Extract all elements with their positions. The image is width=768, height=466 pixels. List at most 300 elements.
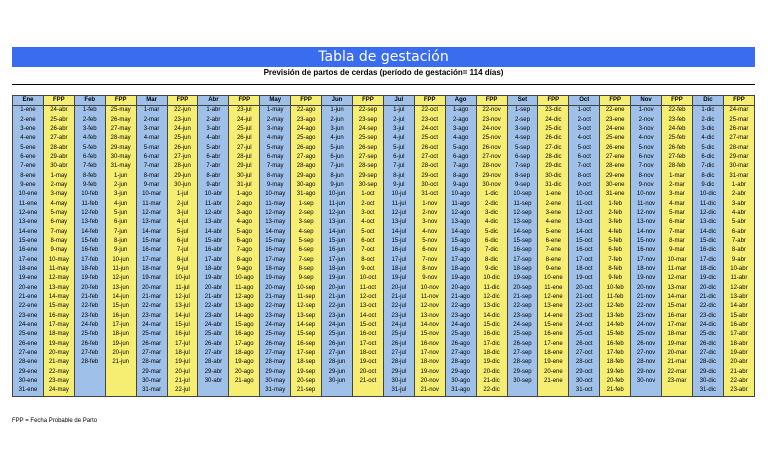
service-date-cell: 22-oct — [569, 302, 600, 311]
service-date-cell: 2-sep — [507, 116, 538, 125]
fpp-date-cell: 9-sep — [291, 274, 322, 283]
fpp-date-cell: 11-mar — [662, 265, 693, 274]
fpp-date-cell: 20-may — [43, 349, 74, 358]
service-date-cell: 19-jun — [322, 274, 353, 283]
fpp-date-cell: 25-oct — [414, 134, 445, 143]
fpp-date-cell: 22-abr — [723, 377, 754, 386]
fpp-date-cell: 7-oct — [352, 246, 383, 255]
fpp-date-cell: 31-dic — [538, 181, 569, 190]
fpp-date-cell: 19-feb — [600, 368, 631, 377]
fpp-date-cell: 4-mar — [662, 200, 693, 209]
table-row — [13, 246, 755, 255]
service-date-cell: 17-nov — [631, 256, 662, 265]
fpp-date-cell: 16-mar — [662, 312, 693, 321]
fpp-date-cell: 24-ago — [291, 125, 322, 134]
service-date-cell: 13-sep — [507, 218, 538, 227]
fpp-date-cell — [352, 386, 383, 396]
fpp-date-cell: 30-ago — [291, 181, 322, 190]
service-date-cell: 27-may — [260, 349, 291, 358]
fpp-date-cell: 5-oct — [352, 228, 383, 237]
fpp-date-cell — [105, 377, 136, 386]
title-divider — [12, 84, 755, 85]
service-date-cell: 20-ago — [445, 284, 476, 293]
fpp-date-cell: 22-nov — [476, 106, 507, 116]
service-date-cell: 14-may — [260, 228, 291, 237]
service-date-cell: 14-dic — [692, 228, 723, 237]
service-date-cell: 5-jun — [322, 144, 353, 153]
fpp-date-cell: 13-mar — [662, 284, 693, 293]
fpp-date-cell: 6-jun — [105, 218, 136, 227]
fpp-date-cell: 7-jun — [105, 228, 136, 237]
service-date-cell: 9-sep — [507, 181, 538, 190]
service-date-cell: 25-oct — [569, 330, 600, 339]
fpp-date-cell: 9-may — [43, 246, 74, 255]
fpp-date-cell: 13-nov — [414, 312, 445, 321]
service-date-cell: 23-feb — [74, 312, 105, 321]
fpp-date-cell: 23-nov — [476, 116, 507, 125]
fpp-date-cell: 21-oct — [352, 377, 383, 386]
fpp-date-cell: 16-feb — [600, 340, 631, 349]
fpp-date-cell: 12-abr — [723, 284, 754, 293]
fpp-date-cell: 8-jul — [167, 256, 198, 265]
service-date-cell: 25-sep — [507, 330, 538, 339]
fpp-date-cell: 23-ago — [291, 116, 322, 125]
fpp-date-cell: 19-oct — [352, 358, 383, 367]
service-date-cell: 1-may — [260, 106, 291, 116]
service-date-cell: 9-ago — [445, 181, 476, 190]
fpp-date-cell: 15-ene — [538, 321, 569, 330]
service-date-cell: 19-nov — [631, 274, 662, 283]
service-date-cell: 21-feb — [74, 293, 105, 302]
table-row — [13, 274, 755, 283]
service-date-cell: 13-jul — [383, 218, 414, 227]
fpp-date-cell: 1-ene — [538, 190, 569, 199]
service-date-cell: 6-jun — [322, 153, 353, 162]
service-date-cell: 14-ago — [445, 228, 476, 237]
fpp-date-cell: 26-abr — [43, 125, 74, 134]
service-date-cell: 16-abr — [198, 246, 229, 255]
fpp-date-cell: 25-feb — [662, 134, 693, 143]
table-row — [13, 368, 755, 377]
service-date-cell: 13-feb — [74, 218, 105, 227]
service-date-cell: 17-feb — [74, 256, 105, 265]
service-date-cell: 11-feb — [74, 200, 105, 209]
service-date-cell: 4-mar — [136, 134, 167, 143]
fpp-date-cell: 26-oct — [414, 144, 445, 153]
service-date-cell: 28-mar — [136, 358, 167, 367]
fpp-date-cell: 21-abr — [723, 368, 754, 377]
service-date-cell: 28-jul — [383, 358, 414, 367]
fpp-date-cell: 4-abr — [723, 209, 754, 218]
fpp-date-cell: 6-nov — [414, 246, 445, 255]
month-column-header: May — [260, 96, 291, 106]
service-date-cell: 29-mar — [136, 368, 167, 377]
fpp-date-cell: 29-nov — [476, 172, 507, 181]
fpp-date-cell: 2-may — [43, 181, 74, 190]
fpp-date-cell: 20-abr — [723, 358, 754, 367]
table-row — [13, 284, 755, 293]
fpp-column-header: FPP — [600, 96, 631, 106]
fpp-date-cell: 3-dic — [476, 209, 507, 218]
service-date-cell: 16-feb — [74, 246, 105, 255]
service-date-cell: 18-may — [260, 265, 291, 274]
service-date-cell: 22-dic — [692, 302, 723, 311]
fpp-date-cell: 12-jul — [167, 293, 198, 302]
fpp-date-cell: 11-jun — [105, 265, 136, 274]
service-date-cell: 29-nov — [631, 368, 662, 377]
service-date-cell: 28-sep — [507, 358, 538, 367]
fpp-date-cell: 2-ene — [538, 200, 569, 209]
service-date-cell: 16-nov — [631, 246, 662, 255]
fpp-date-cell: 7-mar — [662, 228, 693, 237]
service-date-cell: 17-may — [260, 256, 291, 265]
fpp-date-cell: 4-nov — [414, 228, 445, 237]
service-date-cell: 24-ago — [445, 321, 476, 330]
service-date-cell: 12-nov — [631, 209, 662, 218]
service-date-cell: 15-abr — [198, 237, 229, 246]
fpp-date-cell: 13-abr — [723, 293, 754, 302]
service-date-cell: 9-ene — [13, 181, 44, 190]
service-date-cell: 18-abr — [198, 265, 229, 274]
fpp-date-cell: 10-sep — [291, 284, 322, 293]
fpp-date-cell: 17-ago — [229, 340, 260, 349]
service-date-cell: 17-abr — [198, 256, 229, 265]
fpp-date-cell: 24-oct — [414, 125, 445, 134]
fpp-date-cell: 30-mar — [723, 162, 754, 171]
fpp-date-cell: 11-feb — [600, 293, 631, 302]
fpp-date-cell: 9-mar — [662, 246, 693, 255]
table-row — [13, 153, 755, 162]
service-date-cell: 3-may — [260, 125, 291, 134]
fpp-date-cell: 8-nov — [414, 265, 445, 274]
fpp-date-cell: 8-ene — [538, 256, 569, 265]
table-row — [13, 293, 755, 302]
service-date-cell: 30-oct — [569, 377, 600, 386]
fpp-date-cell: 11-jul — [167, 284, 198, 293]
service-date-cell: 15-oct — [569, 237, 600, 246]
service-date-cell: 3-abr — [198, 125, 229, 134]
fpp-date-cell: 4-jun — [105, 200, 136, 209]
fpp-date-cell: 6-may — [43, 218, 74, 227]
fpp-date-cell: 10-ene — [538, 274, 569, 283]
service-date-cell — [74, 368, 105, 377]
fpp-date-cell: 15-nov — [414, 330, 445, 339]
service-date-cell: 20-abr — [198, 284, 229, 293]
service-date-cell: 19-abr — [198, 274, 229, 283]
fpp-date-cell: 29-may — [105, 144, 136, 153]
fpp-date-cell: 21-dic — [476, 377, 507, 386]
service-date-cell: 9-nov — [631, 181, 662, 190]
table-row — [13, 125, 755, 134]
fpp-date-cell: 27-nov — [476, 153, 507, 162]
service-date-cell: 20-feb — [74, 284, 105, 293]
service-date-cell: 18-jun — [322, 265, 353, 274]
fpp-date-cell: 18-ene — [538, 349, 569, 358]
service-date-cell: 27-dic — [692, 349, 723, 358]
service-date-cell: 11-ago — [445, 200, 476, 209]
fpp-date-cell: 23-may — [43, 377, 74, 386]
service-date-cell: 25-mar — [136, 330, 167, 339]
fpp-date-cell: 26-jun — [167, 144, 198, 153]
fpp-date-cell: 20-nov — [414, 377, 445, 386]
service-date-cell: 7-jun — [322, 162, 353, 171]
fpp-date-cell: 4-feb — [600, 228, 631, 237]
fpp-date-cell: 20-ene — [538, 368, 569, 377]
fpp-date-cell: 14-dic — [476, 312, 507, 321]
service-date-cell: 12-may — [260, 209, 291, 218]
fpp-date-cell: 3-nov — [414, 218, 445, 227]
fpp-date-cell: 31-ene — [600, 190, 631, 199]
fpp-date-cell: 24-feb — [662, 125, 693, 134]
service-date-cell: 8-feb — [74, 172, 105, 181]
fpp-date-cell: 19-mar — [662, 340, 693, 349]
fpp-date-cell: 17-feb — [600, 349, 631, 358]
service-date-cell: 14-abr — [198, 228, 229, 237]
service-date-cell: 15-feb — [74, 237, 105, 246]
month-column-header: Jun — [322, 96, 353, 106]
fpp-date-cell: 24-sep — [352, 125, 383, 134]
fpp-date-cell: 22-sep — [352, 106, 383, 116]
fpp-date-cell: 8-mar — [662, 237, 693, 246]
service-date-cell: 19-sep — [507, 274, 538, 283]
service-date-cell: 3-nov — [631, 125, 662, 134]
service-date-cell: 26-jun — [322, 340, 353, 349]
fpp-date-cell: 25-abr — [43, 116, 74, 125]
service-date-cell: 24-mar — [136, 321, 167, 330]
service-date-cell: 2-abr — [198, 116, 229, 125]
fpp-date-cell: 22-oct — [414, 106, 445, 116]
fpp-date-cell: 3-sep — [291, 218, 322, 227]
service-date-cell: 14-sep — [507, 228, 538, 237]
fpp-date-cell: 14-may — [43, 293, 74, 302]
service-date-cell: 4-oct — [569, 134, 600, 143]
service-date-cell: 21-jun — [322, 293, 353, 302]
table-row — [13, 190, 755, 199]
service-date-cell — [631, 386, 662, 396]
service-date-cell: 23-jun — [322, 312, 353, 321]
service-date-cell: 6-ene — [13, 153, 44, 162]
fpp-date-cell: 8-may — [43, 237, 74, 246]
service-date-cell: 25-ago — [445, 330, 476, 339]
service-date-cell: 5-ago — [445, 144, 476, 153]
service-date-cell: 31-ene — [13, 386, 44, 396]
service-date-cell: 18-sep — [507, 265, 538, 274]
service-date-cell: 25-may — [260, 330, 291, 339]
fpp-date-cell: 9-oct — [352, 265, 383, 274]
fpp-date-cell: 27-jul — [229, 144, 260, 153]
service-date-cell: 10-abr — [198, 190, 229, 199]
service-date-cell: 17-oct — [569, 256, 600, 265]
table-row — [13, 181, 755, 190]
service-date-cell: 10-nov — [631, 190, 662, 199]
fpp-date-cell: 6-oct — [352, 237, 383, 246]
service-date-cell: 1-abr — [198, 106, 229, 116]
service-date-cell: 13-jun — [322, 218, 353, 227]
fpp-date-cell: 16-jul — [167, 330, 198, 339]
fpp-date-cell: 22-ene — [600, 106, 631, 116]
service-date-cell: 30-jun — [322, 377, 353, 386]
service-date-cell: 2-oct — [569, 116, 600, 125]
service-date-cell: 18-jul — [383, 265, 414, 274]
service-date-cell: 1-feb — [74, 106, 105, 116]
service-date-cell: 7-abr — [198, 162, 229, 171]
fpp-date-cell: 4-ago — [229, 218, 260, 227]
fpp-date-cell: 7-sep — [291, 256, 322, 265]
fpp-date-cell: 20-oct — [352, 368, 383, 377]
fpp-date-cell — [229, 386, 260, 396]
fpp-date-cell: 22-dic — [476, 386, 507, 396]
service-date-cell: 16-jul — [383, 246, 414, 255]
fpp-date-cell: 5-abr — [723, 218, 754, 227]
fpp-date-cell: 2-feb — [600, 209, 631, 218]
fpp-date-cell: 14-feb — [600, 321, 631, 330]
fpp-date-cell: 31-ago — [291, 190, 322, 199]
service-date-cell: 31-oct — [569, 386, 600, 396]
service-date-cell: 1-jul — [383, 106, 414, 116]
table-row — [13, 349, 755, 358]
service-date-cell: 25-jul — [383, 330, 414, 339]
fpp-date-cell: 14-abr — [723, 302, 754, 311]
service-date-cell: 21-mar — [136, 293, 167, 302]
fpp-date-cell: 16-ene — [538, 330, 569, 339]
service-date-cell: 26-sep — [507, 340, 538, 349]
service-date-cell: 5-abr — [198, 144, 229, 153]
fpp-date-cell: 30-oct — [414, 181, 445, 190]
service-date-cell: 22-jul — [383, 302, 414, 311]
fpp-date-cell: 17-ene — [538, 340, 569, 349]
fpp-date-cell: 2-sep — [291, 209, 322, 218]
service-date-cell: 23-nov — [631, 312, 662, 321]
table-row — [13, 312, 755, 321]
fpp-date-cell: 26-jul — [229, 134, 260, 143]
service-date-cell: 12-abr — [198, 209, 229, 218]
fpp-date-cell: 7-dic — [476, 246, 507, 255]
fpp-date-cell: 14-ene — [538, 312, 569, 321]
service-date-cell: 21-oct — [569, 293, 600, 302]
service-date-cell: 27-ene — [13, 349, 44, 358]
service-date-cell: 9-mar — [136, 181, 167, 190]
service-date-cell: 21-ago — [445, 293, 476, 302]
service-date-cell: 14-ene — [13, 228, 44, 237]
fpp-date-cell: 11-sep — [291, 293, 322, 302]
fpp-date-cell: 4-may — [43, 200, 74, 209]
service-date-cell: 8-mar — [136, 172, 167, 181]
service-date-cell: 24-sep — [507, 321, 538, 330]
service-date-cell: 26-feb — [74, 340, 105, 349]
fpp-date-cell: 30-may — [105, 153, 136, 162]
fpp-date-cell: 27-dic — [538, 144, 569, 153]
service-date-cell: 9-dic — [692, 181, 723, 190]
fpp-date-cell: 9-ene — [538, 265, 569, 274]
fpp-date-cell: 7-ene — [538, 246, 569, 255]
fpp-date-cell: 27-feb — [662, 153, 693, 162]
table-row — [13, 330, 755, 339]
service-date-cell: 7-jul — [383, 162, 414, 171]
service-date-cell: 12-sep — [507, 209, 538, 218]
fpp-date-cell: 28-ago — [291, 162, 322, 171]
service-date-cell: 6-sep — [507, 153, 538, 162]
service-date-cell: 17-mar — [136, 256, 167, 265]
fpp-date-cell: 31-jul — [229, 181, 260, 190]
fpp-date-cell: 21-nov — [414, 386, 445, 396]
service-date-cell: 18-nov — [631, 265, 662, 274]
fpp-date-cell: 8-ago — [229, 256, 260, 265]
service-date-cell: 10-jul — [383, 190, 414, 199]
fpp-date-cell: 27-may — [105, 125, 136, 134]
service-date-cell: 31-jul — [383, 386, 414, 396]
service-date-cell: 1-ene — [13, 106, 44, 116]
service-date-cell: 30-dic — [692, 377, 723, 386]
fpp-date-cell: 2-oct — [352, 200, 383, 209]
service-date-cell: 5-may — [260, 144, 291, 153]
service-date-cell: 24-feb — [74, 321, 105, 330]
service-date-cell: 13-oct — [569, 218, 600, 227]
service-date-cell: 31-dic — [692, 386, 723, 396]
fpp-date-cell: 15-feb — [600, 330, 631, 339]
fpp-date-cell: 4-oct — [352, 218, 383, 227]
fpp-date-cell: 1-dic — [476, 190, 507, 199]
service-date-cell: 26-oct — [569, 340, 600, 349]
fpp-date-cell: 7-abr — [723, 237, 754, 246]
fpp-date-cell: 16-may — [43, 312, 74, 321]
service-date-cell: 1-sep — [507, 106, 538, 116]
fpp-date-cell: 9-jun — [105, 246, 136, 255]
month-column-header: Nov — [631, 96, 662, 106]
fpp-date-cell: 19-jun — [105, 340, 136, 349]
fpp-date-cell: 2-dic — [476, 200, 507, 209]
fpp-date-cell: 15-may — [43, 302, 74, 311]
service-date-cell: 23-oct — [569, 312, 600, 321]
service-date-cell: 12-jun — [322, 209, 353, 218]
service-date-cell: 22-nov — [631, 302, 662, 311]
service-date-cell: 24-oct — [569, 321, 600, 330]
service-date-cell: 14-feb — [74, 228, 105, 237]
fpp-date-cell: 6-feb — [600, 246, 631, 255]
fpp-date-cell: 11-ene — [538, 284, 569, 293]
fpp-date-cell: 2-ago — [229, 200, 260, 209]
service-date-cell: 28-may — [260, 358, 291, 367]
service-date-cell: 12-feb — [74, 209, 105, 218]
service-date-cell: 17-jun — [322, 256, 353, 265]
service-date-cell: 20-may — [260, 284, 291, 293]
fpp-date-cell: 24-dic — [538, 116, 569, 125]
fpp-date-cell: 11-may — [43, 265, 74, 274]
fpp-date-cell: 9-dic — [476, 265, 507, 274]
table-row — [13, 200, 755, 209]
fpp-date-cell: 4-sep — [291, 228, 322, 237]
month-column-header: Set — [507, 96, 538, 106]
service-date-cell: 29-may — [260, 368, 291, 377]
fpp-date-cell: 23-jun — [167, 116, 198, 125]
table-row — [13, 172, 755, 181]
fpp-date-cell: 24-ene — [600, 125, 631, 134]
service-date-cell: 7-oct — [569, 162, 600, 171]
fpp-date-cell: 18-abr — [723, 340, 754, 349]
fpp-date-cell: 5-feb — [600, 237, 631, 246]
fpp-date-cell: 19-sep — [291, 368, 322, 377]
service-date-cell: 2-dic — [692, 116, 723, 125]
month-column-header: Mar — [136, 96, 167, 106]
fpp-date-cell: 21-feb — [600, 386, 631, 396]
fpp-date-cell: 19-may — [43, 340, 74, 349]
service-date-cell: 3-oct — [569, 125, 600, 134]
service-date-cell: 6-ago — [445, 153, 476, 162]
fpp-column-header: FPP — [229, 96, 260, 106]
fpp-date-cell: 1-may — [43, 172, 74, 181]
fpp-date-cell: 28-may — [105, 134, 136, 143]
fpp-date-cell: 10-may — [43, 256, 74, 265]
fpp-date-cell: 10-abr — [723, 265, 754, 274]
